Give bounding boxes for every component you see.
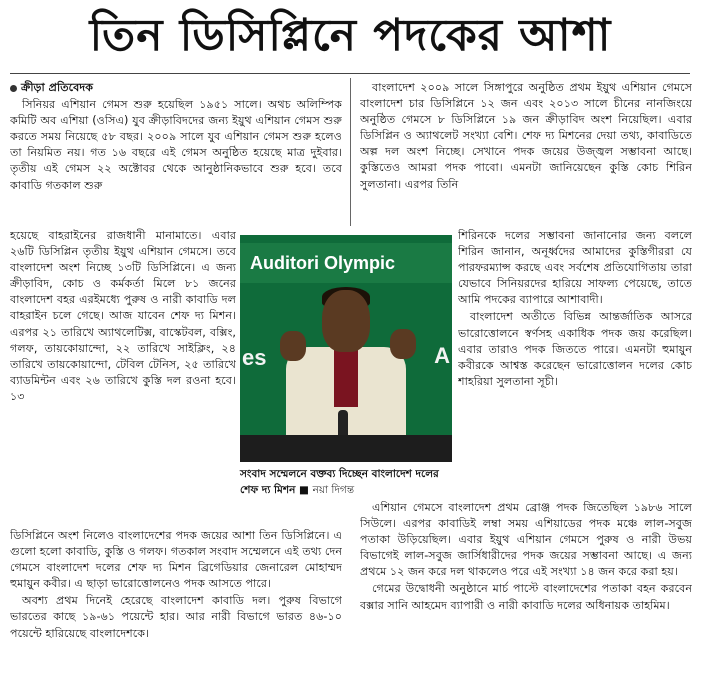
byline-text: ক্রীড়া প্রতিবেদক [21,81,94,94]
bullet-icon [10,85,17,92]
photo-backdrop-text-right: A [434,343,450,368]
paragraph: ডিসিপ্লিনে অংশ নিলেও বাংলাদেশের পদক জয়ের আশা তিন ডিসিপ্লিনে। এ গুলো হলো কাবাডি, কুস্তি ও গলফ। গতকাল সংবাদ সম্মেলনে এই তথ্য দেন গেমসে বাংলাদেশ দলের শেফ দ্য মিশন ব্রিগেডিয়ার জেনারেল মোহাম্মদ হুমায়ুন কবীর। এ ছাড়া ভারোত্তোলনেও পদক আসতে পারে। [10,529,342,591]
paragraph: হয়েছে বাহরাইনের রাজধানী মানামাতে। এবার ২৬টি ডিসিপ্লিন তৃতীয় ইয়ুথ এশিয়ান গেমসে। তবে বাংলাদেশ অংশ নিচ্ছে ১৩টি ডিসিপ্লিনে। এ জন্য ক্রীড়াবিদ, কোচ ও কর্মকর্তা মিলে ৮১ জনের বাংলাদেশ বহর এরইমধ্যে পুরুষ ও নারী কাবাডি দল বাহরাইন চলে গেছে। আজ যাবেন শেফ দ্য মিশন। এরপর ২১ তারিখে অ্যাথলেটিক্স, বাস্কেটবল, বক্সিং, গলফ, তায়কোয়ান্দো, ২২ তারিখে সাইক্লিং, ২৪ তারিখে তায়কোয়ান্দো, টেবিল টেনিস, ২৫ তারিখে ব্যাডমিন্টন এবং ২৬ তারিখে কুস্তি দল রওনা হবে। ১৩ [10,229,236,403]
column-divider [350,78,351,226]
photo-caption [240,466,454,498]
caption-separator: ■ [299,484,313,496]
press-conference-photo [240,235,452,462]
article-column-left-side [10,228,236,528]
speaker-hand-right [390,329,416,359]
photo-backdrop-text-left: es [242,345,267,370]
caption-text: সংবাদ সম্মেলনে বক্তব্য দিচ্ছেন বাংলাদেশ দলের শেফ দ্য মিশন [240,468,439,496]
paragraph: অবশ্য প্রথম দিনেই হেরেছে বাংলাদেশ কাবাডি দল। পুরুষ বিভাগে ভারতের কাছে ১৯-৬১ পয়েন্টে হার। আর নারী বিভাগে ভারত ৪৬-১০ পয়েন্টে হারিয়েছে বাংলাদেশকে। [10,594,342,640]
article-column-right-bottom [360,500,692,676]
article-column-right-top [360,80,692,228]
article-column-left-top [10,80,342,228]
byline [10,80,342,96]
paragraph: বাংলাদেশ ২০০৯ সালে সিঙ্গাপুরে অনুষ্ঠিত প্রথম ইয়ুথ এশিয়ান গেমসে বাংলাদেশ চার ডিসিপ্লিনে ১২ জন এবং ২০১৩ সালে চীনের নানজিংয়ে অনুষ্ঠিত গেমসে ৮ ডিসিপ্লিনে ১৯ জন ক্রীড়াবিদ অংশ নিয়েছিল। এবার ডিসিপ্লিন ও অ্যাথলেট সংখ্যা বেশি। শেফ দ্য মিশনের দেয়া তথ্য, কাবাডিতে অল্প দল অংশ নিচ্ছে। সেখানে পদক জয়ের উজ্জ্বল সম্ভাবনা আছে। কুস্তিতেও আমরা পদক পাবো। এমনটা জানিয়েছেন কুস্তি কোচ শিরিন সুলতানা। এরপর তিনি [360,81,692,191]
paragraph: শিরিনকে দলের সম্ভাবনা জানানোর জন্য বললে শিরিন জানান, অনূর্ধ্বদের আমাদের কুস্তিগীররা যে পারফরম্যান্স করছে এবং সর্বশেষ প্রতিযোগিতায় তারা যেভাবে সিনিয়রদের হারিয়ে সাফল্য পেয়েছে, তাতে আমি পদকের ব্যাপারে আশাবাদী। [458,229,692,307]
paragraph: গেমের উদ্বোধনী অনুষ্ঠানে মার্চ পাস্টে বাংলাদেশের পতাকা বহন করবেন বক্সার সানি আহমেদ ব্যাপারী ও নারী কাবাডি দলের অধিনায়ক তাহমিম। [360,582,692,612]
article-column-right-side [458,228,692,486]
headline-rule [10,73,690,74]
paragraph: সিনিয়র এশিয়ান গেমস শুরু হয়েছিল ১৯৫১ সালে। অথচ অলিম্পিক কমিটি অব এশিয়া (ওসিএ) যুব ক্রীড়াবিদদের জন্য ইয়ুথ এশিয়ান গেমস শুরু করতে সময় নিয়েছে ৫৮ বছর। ২০০৯ সালে যুব এশিয়ান গেমস শুরু হলেও তা নিয়মিত নয়। গত ১৬ বছরে এই গেমস অনুষ্ঠিত হয়েছে মাত্র দুইবার। তৃতীয় এই গেমস ২২ অক্টোবর থেকে আনুষ্ঠানিকভাবে শুরু হবে। তবে কাবাডি গতকাল শুরু [10,98,342,192]
speaker-tie [334,347,358,407]
press-table [240,435,452,462]
caption-credit: নয়া দিগন্ত [312,484,355,496]
speaker-hand-left [280,331,306,361]
paragraph: বাংলাদেশ অতীতে বিভিন্ন আন্তর্জাতিক আসরে ভারোত্তোলনে স্বর্ণসহ একাধিক পদক জয় করেছিল। এবার তারাও পদক জিততে পারে। এমনটা হুমায়ুন কবীরকে আশ্বস্ত করেছেন ভারোত্তোলন দলের কোচ শাহরিয়া সুলতানা সূচী। [458,310,692,388]
article-column-left-bottom [10,528,342,676]
speaker-head [322,290,370,352]
paragraph: এশিয়ান গেমসে বাংলাদেশ প্রথম ব্রোঞ্জ পদক জিতেছিল ১৯৮৬ সালে সিউলে। এরপর কাবাডিই লম্বা সময় এশিয়াডের পদক মঞ্চে লাল-সবুজ পতাকা উড়িয়েছিল। এবার ইয়ুথ এশিয়ান গেমসে পুরুষ ও নারী উভয় বিভাগেই লাল-সবুজ জার্সিধারীদের পদক জয়ের সম্ভাবনা আছে। এ জন্য প্রথমে ১২ জন করে দল থাকলেও পরে এই সংখ্যা ১৪ জন করে করা হয়। [360,501,692,579]
headline: তিন ডিসিপ্লিনে পদকের আশা [89,10,612,61]
photo-banner-text: Auditori Olympic [250,253,396,273]
